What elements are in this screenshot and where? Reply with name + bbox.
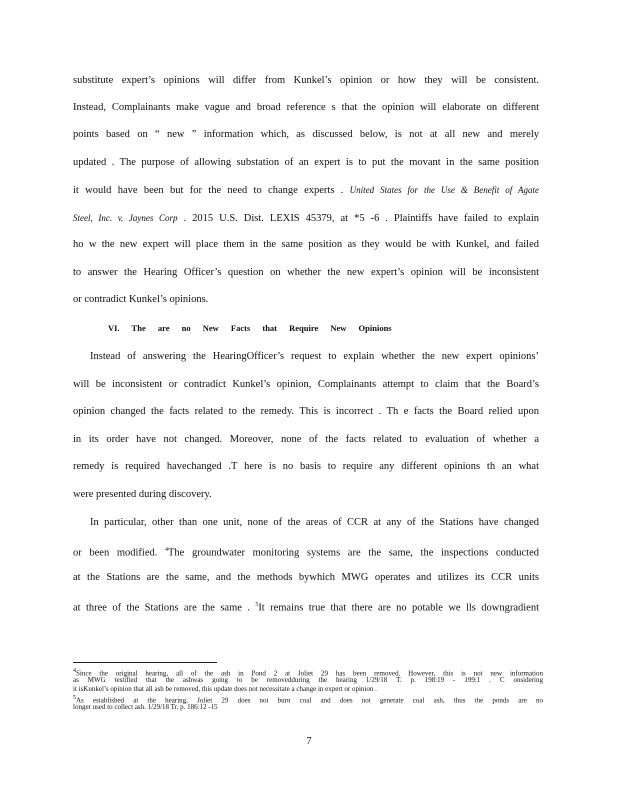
case-citation: Steel, Inc. v. Jaynes Corp — [73, 213, 178, 223]
body-line: or contradict Kunkel’s opinions. — [73, 294, 209, 305]
footnote-line: it isKunkel’s opinion that all ash be removed, this update does not necessitate a change in expert or opinion . — [73, 685, 377, 693]
footnote-mark: 4 — [73, 668, 76, 674]
body-line — [73, 211, 539, 226]
body-line: to answer the Hearing Officer’s question on whether the new expert’s opinion will be inconsistent — [73, 267, 539, 278]
footnote-divider — [73, 662, 217, 663]
footnote-line: as MWG testified that the ashwas going to be removedduring the hearing 1/29/18 T. p. 198:19 - 199:1 . C onsidering — [73, 676, 543, 684]
body-line: were presented during discovery. — [73, 489, 212, 500]
body-line: at the Stations are the same, and the methods bywhich MWG operates and utilizes its CCR units — [73, 572, 539, 583]
section-heading: VI. The are no New Facts that Require New Opinions — [108, 323, 392, 333]
body-text: The groundwater monitoring systems are the same, the inspections conducted — [168, 547, 540, 559]
body-text: . 2015 U.S. Dist. LEXIS 45379, at *5 -6 . Plaintiffs have failed to explain — [183, 213, 539, 224]
footnote-mark: 5 — [73, 695, 76, 701]
body-line: substitute expert’s opinions will differ from Kunkel’s opinion or how they will be consistent. — [73, 75, 539, 86]
body-line: updated . The purpose of allowing substation of an expert is to put the movant in the same position — [73, 157, 539, 168]
footnote-text: As established at the hearing, Joliet 29 does not burn coal and does not generate coal ash, thus the ponds are no — [76, 696, 543, 705]
body-text: It remains true that there are no potable we lls downgradient — [258, 602, 540, 614]
body-line: ho w the new expert will place them in the same position as they would be with Kunkel, and failed — [73, 239, 539, 250]
body-line: will be inconsistent or contradict Kunkel’s opinion, Complainants attempt to claim that the Board’s — [73, 379, 539, 390]
body-line — [73, 598, 539, 616]
body-line: Instead of answering the HearingOfficer’s request to explain whether the new expert opinions’ — [90, 351, 539, 362]
body-text: it would have been but for the need to change experts . — [73, 185, 344, 196]
body-line: in its order have not changed. Moreover, none of the facts related to evaluation of whether a — [73, 434, 539, 445]
body-line: Instead, Complainants make vague and broad reference s that the opinion will elaborate on different — [73, 102, 539, 113]
body-text: or been modified. — [73, 547, 158, 559]
body-line: points based on “ new ” information which, as discussed below, is not at all new and merely — [73, 129, 539, 140]
case-citation: United States for the Use & Benefit of Agate — [349, 185, 539, 195]
body-text: at three of the Stations are the same . — [73, 602, 250, 614]
body-line — [73, 183, 539, 198]
footnote-ref[interactable]: 4 — [165, 547, 168, 553]
page-number: 7 — [306, 736, 312, 747]
body-line: opinion changed the facts related to the remedy. This is incorrect . Th e facts the Board relied upon — [73, 406, 539, 417]
body-line: remedy is required havechanged .T here is no basis to require any different opinions th an what — [73, 461, 539, 472]
footnote-line: longer used to collect ash. 1/29/18 Tr. p. 186:12 -15 — [73, 703, 218, 711]
footnote-ref[interactable]: 5 — [255, 602, 259, 608]
body-line: In particular, other than one unit, none of the areas of CCR at any of the Stations have changed — [90, 517, 539, 528]
footnote-text: Since the original hearing, all of the ash in Pond 2 at Joliet 29 has been removed. However, this is not new information — [76, 669, 543, 678]
body-line — [73, 543, 539, 561]
